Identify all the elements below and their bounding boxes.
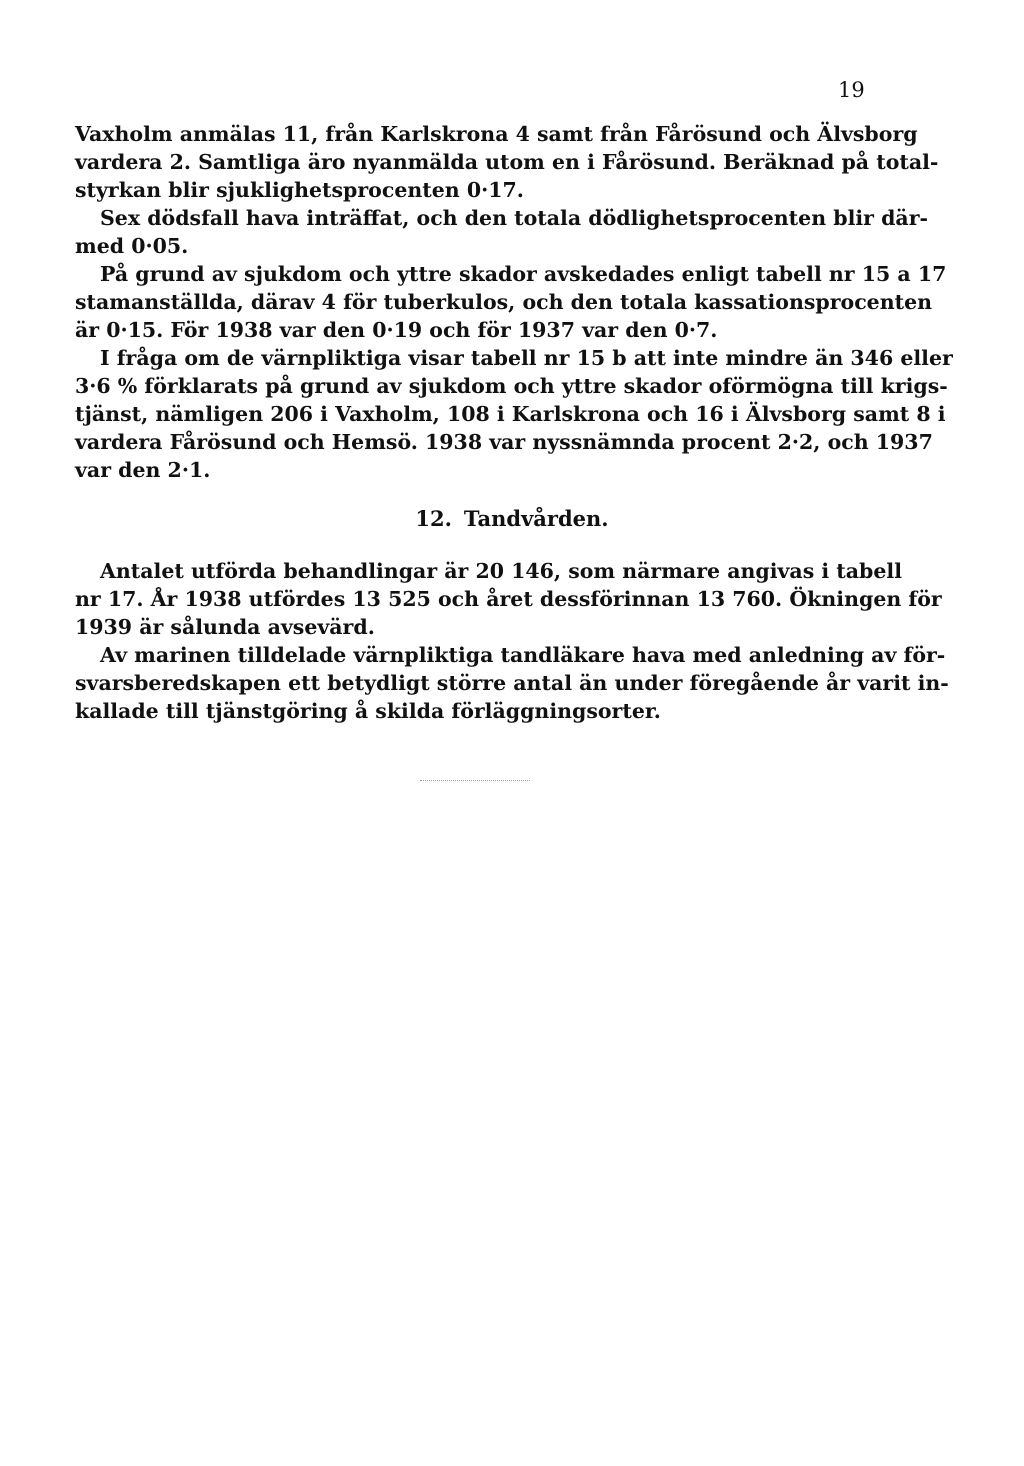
text-line: nr 17. År 1938 utfördes 13 525 och året dessförinnan 13 760. Ökningen för [75, 587, 942, 611]
text-line: tjänst, nämligen 206 i Vaxholm, 108 i Karlskrona och 16 i Älvsborg samt 8 i [75, 402, 946, 426]
section-number: 12. [415, 506, 452, 531]
text-line: kallade till tjänstgöring å skilda förläggningsorter. [75, 699, 661, 723]
section-title: Tandvården. [463, 506, 609, 531]
text-line: Av marinen tilldelade värnpliktiga tandläkare hava med anledning av för- [100, 643, 946, 667]
text-line: 3·6 % förklarats på grund av sjukdom och yttre skador oförmögna till krigs- [75, 374, 948, 398]
text-line: På grund av sjukdom och yttre skador avskedades enligt tabell nr 15 a 17 [100, 262, 947, 286]
page-number: 19 [838, 78, 865, 102]
section-heading [0, 506, 1024, 531]
text-line: var den 2·1. [75, 458, 211, 482]
text-line: 1939 är sålunda avsevärd. [75, 615, 375, 639]
text-line: styrkan blir sjuklighetsprocenten 0·17. [75, 178, 524, 202]
text-line: vardera Fårösund och Hemsö. 1938 var nyssnämnda procent 2·2, och 1937 [75, 430, 933, 454]
text-line: är 0·15. För 1938 var den 0·19 och för 1937 var den 0·7. [75, 318, 718, 342]
text-line: vardera 2. Samtliga äro nyanmälda utom en i Fårösund. Beräknad på total- [75, 150, 939, 174]
text-line: I fråga om de värnpliktiga visar tabell nr 15 b att inte mindre än 346 eller [100, 346, 953, 370]
text-line: stamanställda, därav 4 för tuberkulos, och den totala kassationsprocenten [75, 290, 933, 314]
text-line: Antalet utförda behandlingar är 20 146, som närmare angivas i tabell [100, 559, 903, 583]
separator-rule [420, 780, 530, 781]
section-1-text [75, 120, 953, 484]
text-line: svarsberedskapen ett betydligt större antal än under föregående år varit in- [75, 671, 949, 695]
text-line: Vaxholm anmälas 11, från Karlskrona 4 samt från Fårösund och Älvsborg [75, 122, 918, 146]
text-line: med 0·05. [75, 234, 189, 258]
text-line: Sex dödsfall hava inträffat, och den totala dödlighetsprocenten blir där- [100, 206, 929, 230]
section-2-text [75, 557, 949, 725]
